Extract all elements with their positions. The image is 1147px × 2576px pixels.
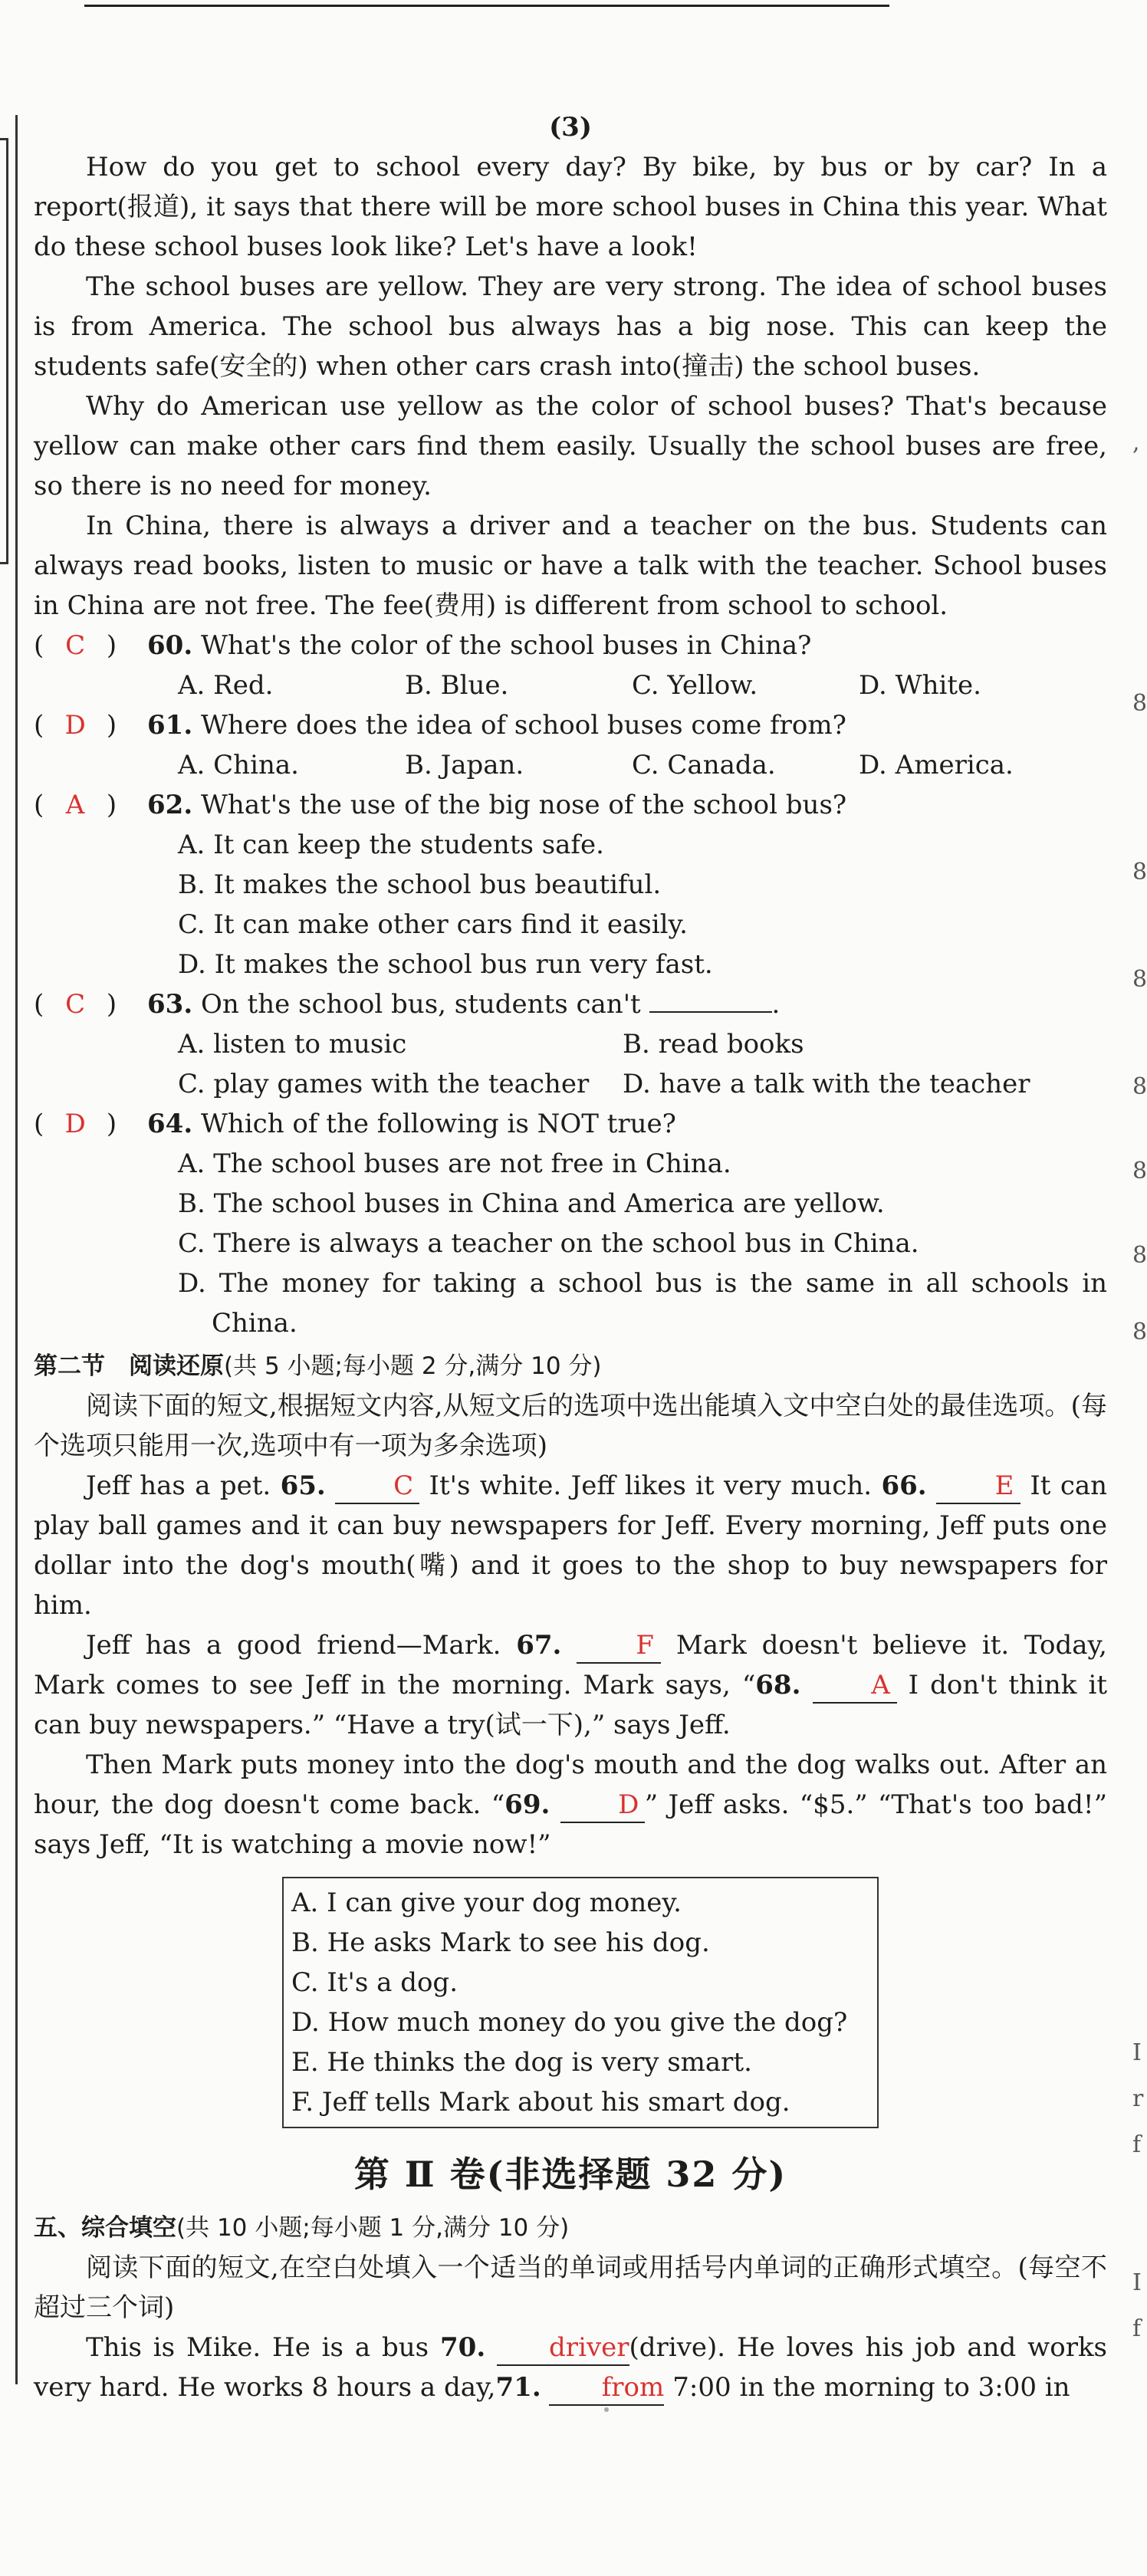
answer-mark: D — [64, 1109, 86, 1139]
answer-blank: from — [549, 2371, 664, 2406]
answer-blank: driver — [497, 2331, 629, 2366]
text-run: ” Jeff asks. “$5.” “That's too bad!” says Jeff, “It is watching a movie now!” — [34, 1789, 1107, 1860]
options-box — [282, 1877, 879, 2128]
section-instruction: 阅读下面的短文,根据短文内容,从短文后的选项中选出能填入文中空白处的最佳选项。(每个选项只能用一次,选项中有一项为多余选项) — [34, 1391, 1107, 1461]
blank-number: 68. — [755, 1670, 801, 1700]
text-run: (drive). He loves his job and works very hard. He works 8 hours a day, — [34, 2332, 1108, 2403]
answer-mark: C — [65, 630, 86, 661]
question-number: 64. — [147, 1109, 193, 1139]
option-d: D. The money for taking a school bus is the same in all schools in China. — [178, 1268, 1107, 1339]
passage-paragraph: Why do American use yellow as the color of school buses? That's because yellow can make other cars find them easily. Usually the school buses are free, so there is no need for money. — [34, 391, 1107, 501]
option-b: B. The school buses in China and America are yellow. — [178, 1188, 885, 1219]
answer-blank: D — [560, 1788, 645, 1823]
cloze-paragraph — [34, 1745, 1107, 1865]
answer-blank: E — [936, 1469, 1020, 1504]
text-run: It can play ball games and it can buy newspapers for Jeff. Every morning, Jeff puts one dollar into the dog's mouth(嘴) and it goes to the shop to buy newspapers for him. — [34, 1470, 1108, 1621]
section-2-heading — [34, 1346, 1107, 1386]
option-c: C. There is always a teacher on the school bus in China. — [178, 1228, 919, 1259]
answer-paren: ( C ) — [34, 626, 147, 665]
question-text: What's the use of the big nose of the school bus? — [200, 790, 847, 820]
option-a: A. China. — [178, 750, 299, 780]
section-5-heading — [34, 2208, 1107, 2248]
option-b: B. Blue. — [405, 670, 509, 701]
text-run: Mark doesn't believe it. Today, Mark comes to see Jeff in the morning. Mark says, “ — [34, 1630, 1107, 1700]
choice-f: F. Jeff tells Mark about his smart dog. — [291, 2087, 790, 2118]
answer-blank: F — [577, 1628, 661, 1664]
left-margin-rule — [15, 115, 18, 2384]
question-60 — [34, 626, 1107, 705]
question-number: 61. — [147, 710, 193, 741]
section-title: 第二节 阅读还原 — [34, 1352, 224, 1380]
option-c: C. Canada. — [632, 750, 776, 780]
text-run: 7:00 in the morning to 3:00 in — [672, 2372, 1070, 2403]
exam-page — [34, 107, 1107, 2407]
answer-blank — [649, 1011, 772, 1013]
question-number: 63. — [147, 989, 193, 1020]
blank-number: 67. — [516, 1630, 562, 1661]
blank-number: 70. — [440, 2332, 486, 2363]
choice-d: D. How much money do you give the dog? — [291, 2007, 848, 2038]
passage-paragraph: The school buses are yellow. They are very strong. The idea of school buses is from America. The school bus always has a big nose. This can keep the students safe(安全的) when other cars crash into(撞击) the school buses. — [34, 271, 1107, 382]
option-c: C. play games with the teacher — [178, 1069, 590, 1099]
option-d: D. White. — [859, 670, 981, 701]
blank-number: 71. — [495, 2372, 541, 2403]
option-a: A. Red. — [178, 670, 274, 701]
choice-e: E. He thinks the dog is very smart. — [291, 2047, 752, 2078]
answer-mark: C — [65, 989, 86, 1020]
option-d: D. have a talk with the teacher — [623, 1069, 1030, 1099]
text-run: I don't think it can buy newspapers.” “Have a try(试一下),” says Jeff. — [34, 1670, 1107, 1740]
option-d: D. America. — [859, 750, 1014, 780]
reading-passage — [34, 147, 1107, 626]
answer-paren: ( A ) — [34, 785, 147, 825]
cloze-paragraph — [34, 1625, 1107, 1745]
text-run: Jeff has a good friend—Mark. — [86, 1630, 501, 1661]
option-a: A. listen to music — [178, 1029, 407, 1060]
blank-number: 66. — [881, 1470, 927, 1501]
answer-blank: C — [335, 1469, 419, 1504]
question-63: ( C ) 63. On the school bus, students can't . A. listen to music B. read books C. play games with the teacher D. have a talk with the teacher — [34, 984, 1107, 1104]
right-edge-marks: , 8 8 8 8 8 8 8 I r f I f — [1132, 429, 1147, 2342]
question-number: 62. — [147, 790, 193, 820]
question-64 — [34, 1104, 1107, 1343]
section-note: (共 10 小题;每小题 1 分,满分 10 分) — [176, 2214, 570, 2242]
option-c: C. Yellow. — [632, 670, 758, 701]
question-61 — [34, 705, 1107, 785]
answer-mark: A — [65, 790, 85, 820]
option-b: B. Japan. — [405, 750, 524, 780]
section-title: 五、综合填空 — [34, 2214, 176, 2242]
fill-paragraph — [34, 2328, 1107, 2407]
section-instruction: 阅读下面的短文,在空白处填入一个适当的单词或用括号内单词的正确形式填空。(每空不超过三个词) — [34, 2252, 1107, 2323]
blank-number: 69. — [504, 1789, 550, 1820]
text-run: It's white. Jeff likes it very much. — [429, 1470, 873, 1501]
blank-number: 65. — [280, 1470, 326, 1501]
answer-paren: ( D ) — [34, 705, 147, 745]
answer-mark: D — [64, 710, 86, 741]
choice-c: C. It's a dog. — [291, 1967, 458, 1998]
left-margin-box — [0, 138, 8, 564]
page-number: (3) — [549, 112, 592, 143]
choice-a: A. I can give your dog money. — [291, 1888, 682, 1918]
text-run: This is Mike. He is a bus — [86, 2332, 429, 2363]
option-a: A. It can keep the students safe. — [178, 830, 604, 860]
passage-paragraph: How do you get to school every day? By bike, by bus or by car? In a report(报道), it says that there will be more school buses in China this year. What do these school buses look like? Let's have a look! — [34, 152, 1107, 262]
question-62 — [34, 785, 1107, 984]
option-b: B. It makes the school bus beautiful. — [178, 869, 662, 900]
passage-paragraph: In China, there is always a driver and a teacher on the bus. Students can always read books, listen to music or have a talk with the teacher. School buses in China are not free. The fee(费用) is different from school to school. — [34, 511, 1107, 621]
question-text: What's the color of the school buses in China? — [200, 630, 812, 661]
text-run: Jeff has a pet. — [86, 1470, 271, 1501]
section-note: (共 5 小题;每小题 2 分,满分 10 分) — [224, 1352, 602, 1380]
question-text: Where does the idea of school buses come from? — [200, 710, 846, 741]
top-rule — [84, 5, 889, 7]
option-b: B. read books — [623, 1029, 804, 1060]
question-text: On the school bus, students can't — [200, 989, 641, 1020]
text-run: Then Mark puts money into the dog's mouth and the dog walks out. After an hour, the dog doesn't come back. “ — [34, 1750, 1107, 1820]
option-a: A. The school buses are not free in China. — [178, 1148, 731, 1179]
option-c: C. It can make other cars find it easily. — [178, 909, 688, 940]
option-d: D. It makes the school bus run very fast. — [178, 949, 713, 980]
question-text: Which of the following is NOT true? — [200, 1109, 676, 1139]
choice-b: B. He asks Mark to see his dog. — [291, 1927, 710, 1958]
part-2-title: 第 Ⅱ 卷(非选择题 32 分) — [353, 2154, 787, 2195]
cloze-paragraph — [34, 1466, 1107, 1625]
answer-paren: ( C ) — [34, 984, 147, 1024]
question-number: 60. — [147, 630, 193, 661]
bottom-mark — [604, 2407, 609, 2412]
answer-paren: ( D ) — [34, 1104, 147, 1144]
answer-blank: A — [813, 1668, 897, 1704]
